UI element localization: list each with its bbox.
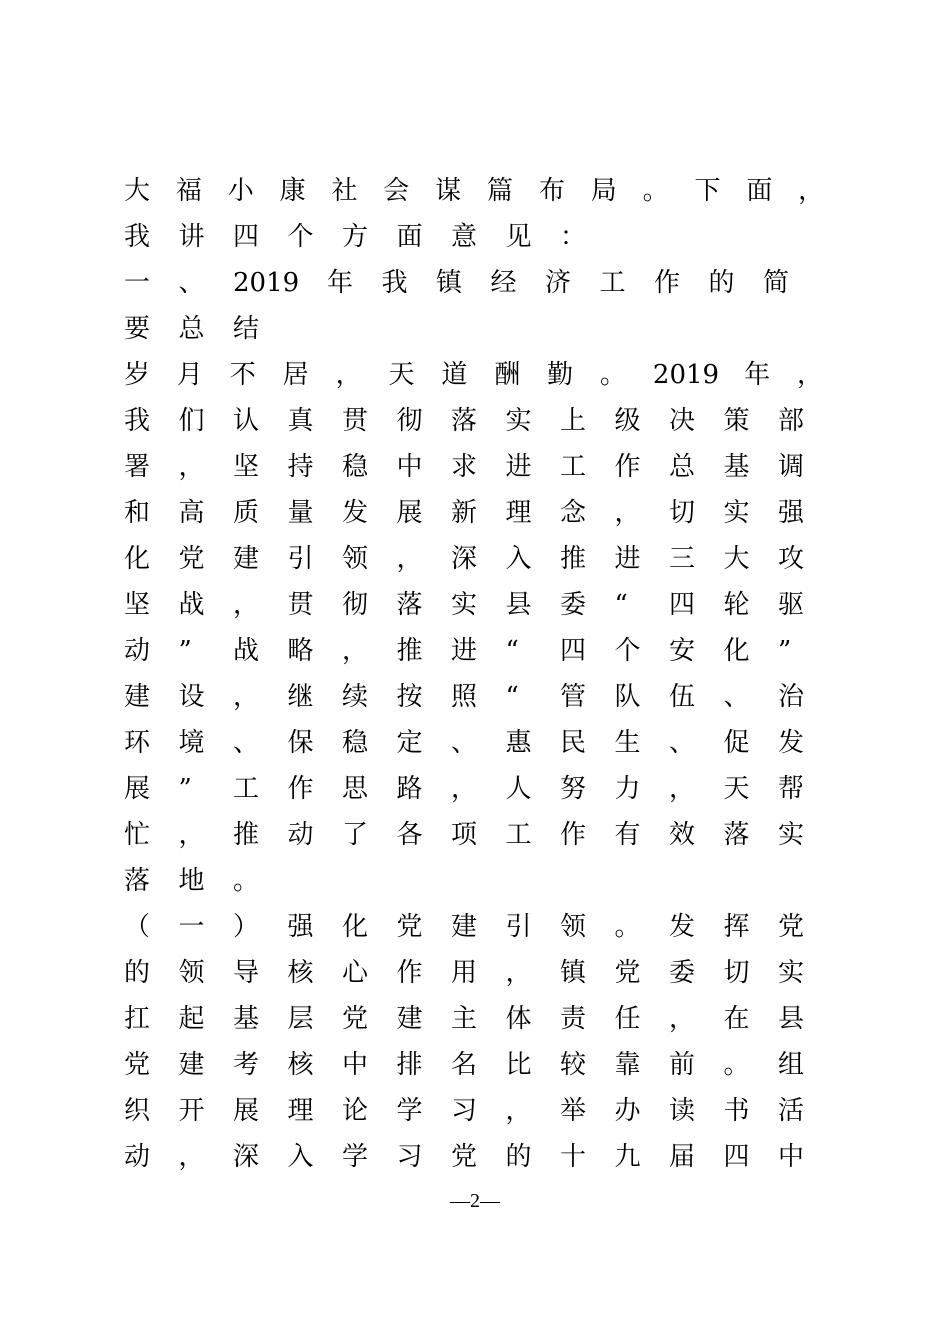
text-glyph: 我 bbox=[124, 222, 151, 252]
text-glyph: ， bbox=[505, 958, 532, 988]
text-glyph: 照 bbox=[451, 682, 478, 712]
text-glyph: 安 bbox=[669, 636, 696, 666]
text-glyph: 调 bbox=[778, 452, 805, 482]
text-line bbox=[124, 628, 850, 674]
text-glyph: 、 bbox=[233, 728, 260, 758]
text-glyph: ， bbox=[797, 360, 824, 390]
text-glyph: 结 bbox=[233, 314, 260, 344]
text-glyph: ， bbox=[342, 636, 369, 666]
text-glyph: 习 bbox=[396, 1142, 423, 1172]
text-glyph: 决 bbox=[669, 406, 696, 436]
text-glyph: 落 bbox=[451, 406, 478, 436]
text-glyph: 级 bbox=[614, 406, 641, 436]
text-glyph: ， bbox=[233, 590, 260, 620]
text-glyph: ， bbox=[178, 452, 205, 482]
text-glyph: 发 bbox=[778, 728, 805, 758]
text-glyph: 党 bbox=[778, 912, 805, 942]
text-glyph: 进 bbox=[451, 636, 478, 666]
text-glyph: 党 bbox=[124, 1050, 151, 1080]
text-glyph: ， bbox=[505, 1096, 532, 1126]
text-glyph: 进 bbox=[614, 544, 641, 574]
text-glyph: 贯 bbox=[342, 406, 369, 436]
text-line bbox=[124, 720, 850, 766]
text-glyph: ， bbox=[451, 774, 478, 804]
text-glyph: 贯 bbox=[287, 590, 314, 620]
text-glyph: 彻 bbox=[396, 406, 423, 436]
text-glyph: 路 bbox=[396, 774, 423, 804]
text-glyph: 2019 bbox=[652, 360, 720, 390]
text-glyph: 动 bbox=[287, 820, 314, 850]
text-glyph: 县 bbox=[778, 1004, 805, 1034]
text-glyph: 保 bbox=[287, 728, 314, 758]
text-glyph: 展 bbox=[396, 498, 423, 528]
text-glyph: 工 bbox=[505, 820, 532, 850]
text-glyph: 2019 bbox=[233, 268, 300, 298]
text-glyph: 中 bbox=[342, 1050, 369, 1080]
text-glyph: 习 bbox=[451, 1096, 478, 1126]
text-glyph: 会 bbox=[383, 176, 410, 206]
text-glyph: 四 bbox=[723, 1142, 750, 1172]
text-glyph: 、 bbox=[451, 728, 478, 758]
text-line bbox=[124, 398, 850, 444]
text-glyph: 推 bbox=[233, 820, 260, 850]
text-glyph: 化 bbox=[723, 636, 750, 666]
text-glyph: ， bbox=[669, 1004, 696, 1034]
text-glyph: 心 bbox=[342, 958, 369, 988]
text-glyph: 落 bbox=[396, 590, 423, 620]
text-glyph: 化 bbox=[124, 544, 151, 574]
text-line bbox=[124, 950, 850, 996]
text-glyph: 管 bbox=[560, 682, 587, 712]
text-glyph: 进 bbox=[505, 452, 532, 482]
text-glyph: “ bbox=[505, 636, 519, 666]
text-line bbox=[124, 168, 850, 214]
text-glyph: 月 bbox=[176, 360, 203, 390]
text-glyph: 。 bbox=[723, 1050, 750, 1080]
text-glyph: ” bbox=[178, 774, 192, 804]
text-glyph: 作 bbox=[287, 774, 314, 804]
text-glyph: 持 bbox=[287, 452, 314, 482]
text-glyph: 建 bbox=[178, 1050, 205, 1080]
text-glyph: 了 bbox=[342, 820, 369, 850]
text-glyph: 认 bbox=[233, 406, 260, 436]
text-glyph: 的 bbox=[708, 268, 735, 298]
text-glyph: 境 bbox=[178, 728, 205, 758]
text-glyph: 生 bbox=[614, 728, 641, 758]
text-glyph: 强 bbox=[778, 498, 805, 528]
text-glyph: 布 bbox=[538, 176, 565, 206]
text-glyph: 效 bbox=[669, 820, 696, 850]
text-glyph: 作 bbox=[614, 452, 641, 482]
text-glyph: 发 bbox=[342, 498, 369, 528]
text-glyph: 建 bbox=[124, 682, 151, 712]
text-glyph: 篇 bbox=[487, 176, 514, 206]
text-glyph: 战 bbox=[178, 590, 205, 620]
text-glyph: 委 bbox=[560, 590, 587, 620]
text-glyph: 中 bbox=[396, 452, 423, 482]
text-glyph: ， bbox=[178, 820, 205, 850]
text-glyph: 努 bbox=[560, 774, 587, 804]
text-glyph: 求 bbox=[451, 452, 478, 482]
text-glyph: 力 bbox=[614, 774, 641, 804]
text-glyph: 道 bbox=[441, 360, 468, 390]
text-glyph: 定 bbox=[396, 728, 423, 758]
text-glyph: 康 bbox=[279, 176, 306, 206]
text-glyph: 党 bbox=[178, 544, 205, 574]
text-glyph: 轮 bbox=[723, 590, 750, 620]
subsection-line bbox=[124, 904, 850, 950]
text-glyph: 。 bbox=[600, 360, 627, 390]
text-glyph: 年 bbox=[744, 360, 771, 390]
text-glyph: 惠 bbox=[505, 728, 532, 758]
text-glyph: 坚 bbox=[124, 590, 151, 620]
text-glyph: 建 bbox=[451, 912, 478, 942]
text-glyph: 环 bbox=[124, 728, 151, 758]
text-glyph: 略 bbox=[287, 636, 314, 666]
text-glyph: 展 bbox=[124, 774, 151, 804]
text-glyph: 见 bbox=[505, 222, 532, 252]
text-glyph: 总 bbox=[178, 314, 205, 344]
text-glyph: ， bbox=[614, 498, 641, 528]
text-glyph: 大 bbox=[723, 544, 750, 574]
text-glyph: 量 bbox=[287, 498, 314, 528]
text-glyph: ： bbox=[560, 222, 587, 252]
text-glyph: 质 bbox=[233, 498, 260, 528]
text-glyph: 理 bbox=[505, 498, 532, 528]
text-glyph: 发 bbox=[669, 912, 696, 942]
text-glyph: 学 bbox=[396, 1096, 423, 1126]
text-glyph: 落 bbox=[723, 820, 750, 850]
text-glyph: 酬 bbox=[494, 360, 521, 390]
text-glyph: 党 bbox=[396, 912, 423, 942]
text-glyph: 镇 bbox=[436, 268, 463, 298]
text-glyph: 比 bbox=[505, 1050, 532, 1080]
text-glyph: 靠 bbox=[614, 1050, 641, 1080]
text-glyph: 四 bbox=[233, 222, 260, 252]
text-glyph: 学 bbox=[342, 1142, 369, 1172]
text-glyph: 用 bbox=[451, 958, 478, 988]
text-glyph: 切 bbox=[669, 498, 696, 528]
text-line bbox=[124, 582, 850, 628]
text-line bbox=[124, 444, 850, 490]
text-glyph: 面 bbox=[746, 176, 773, 206]
text-glyph: 不 bbox=[229, 360, 256, 390]
text-glyph: 续 bbox=[342, 682, 369, 712]
text-glyph: 领 bbox=[178, 958, 205, 988]
text-glyph: 。 bbox=[642, 176, 669, 206]
text-glyph: 读 bbox=[669, 1096, 696, 1126]
text-glyph: 高 bbox=[178, 498, 205, 528]
text-glyph: 落 bbox=[124, 866, 151, 896]
text-glyph: 建 bbox=[233, 544, 260, 574]
text-line bbox=[124, 490, 850, 536]
text-glyph: 彻 bbox=[342, 590, 369, 620]
text-glyph: 一 bbox=[178, 912, 205, 942]
text-glyph: 伍 bbox=[669, 682, 696, 712]
text-glyph: 福 bbox=[175, 176, 202, 206]
text-glyph: 各 bbox=[396, 820, 423, 850]
text-glyph: 念 bbox=[560, 498, 587, 528]
text-glyph: 前 bbox=[669, 1050, 696, 1080]
text-glyph: “ bbox=[614, 590, 628, 620]
text-glyph: 主 bbox=[451, 1004, 478, 1034]
text-glyph: 署 bbox=[124, 452, 151, 482]
text-glyph: 攻 bbox=[778, 544, 805, 574]
text-line bbox=[124, 1042, 850, 1088]
text-glyph: 较 bbox=[560, 1050, 587, 1080]
text-glyph: 作 bbox=[560, 820, 587, 850]
text-glyph: 基 bbox=[233, 1004, 260, 1034]
text-glyph: 深 bbox=[451, 544, 478, 574]
text-glyph: 真 bbox=[287, 406, 314, 436]
text-glyph: 我 bbox=[124, 406, 151, 436]
text-glyph: 排 bbox=[396, 1050, 423, 1080]
text-glyph: 稳 bbox=[342, 452, 369, 482]
text-glyph: “ bbox=[505, 682, 519, 712]
text-line bbox=[124, 996, 850, 1042]
text-glyph: 岁 bbox=[124, 360, 151, 390]
text-glyph: 中 bbox=[778, 1142, 805, 1172]
section-heading-line bbox=[124, 260, 850, 306]
body-text bbox=[124, 168, 850, 1180]
text-glyph: 实 bbox=[778, 958, 805, 988]
text-glyph: 届 bbox=[669, 1142, 696, 1172]
text-glyph: 面 bbox=[396, 222, 423, 252]
text-glyph: 谋 bbox=[435, 176, 462, 206]
text-glyph: 下 bbox=[694, 176, 721, 206]
text-glyph: 民 bbox=[560, 728, 587, 758]
text-glyph: ， bbox=[178, 1142, 205, 1172]
text-glyph: 推 bbox=[396, 636, 423, 666]
text-glyph: 扛 bbox=[124, 1004, 151, 1034]
text-glyph: （ bbox=[124, 912, 151, 942]
text-glyph: 和 bbox=[124, 498, 151, 528]
text-glyph: 核 bbox=[287, 958, 314, 988]
text-glyph: ， bbox=[233, 682, 260, 712]
text-glyph: 核 bbox=[287, 1050, 314, 1080]
text-glyph: 党 bbox=[614, 958, 641, 988]
section-heading-line bbox=[124, 306, 850, 352]
text-glyph: ） bbox=[233, 912, 260, 942]
text-glyph: 社 bbox=[331, 176, 358, 206]
text-line bbox=[124, 1088, 850, 1134]
text-glyph: 、 bbox=[669, 728, 696, 758]
text-glyph: 入 bbox=[505, 544, 532, 574]
text-glyph: 开 bbox=[178, 1096, 205, 1126]
text-glyph: 策 bbox=[723, 406, 750, 436]
text-glyph: ， bbox=[335, 360, 362, 390]
text-glyph: 实 bbox=[723, 498, 750, 528]
page-number: —2— bbox=[450, 1190, 500, 1212]
text-glyph: 人 bbox=[505, 774, 532, 804]
text-glyph: 队 bbox=[614, 682, 641, 712]
text-glyph: 作 bbox=[396, 958, 423, 988]
text-line bbox=[124, 812, 850, 858]
text-glyph: ， bbox=[798, 176, 825, 206]
text-glyph: 强 bbox=[287, 912, 314, 942]
text-glyph: 办 bbox=[614, 1096, 641, 1126]
text-glyph: 工 bbox=[233, 774, 260, 804]
text-glyph: 引 bbox=[287, 544, 314, 574]
text-glyph: 按 bbox=[396, 682, 423, 712]
text-glyph: 忙 bbox=[124, 820, 151, 850]
text-glyph: 展 bbox=[233, 1096, 260, 1126]
text-glyph: 方 bbox=[342, 222, 369, 252]
text-glyph: 起 bbox=[178, 1004, 205, 1034]
text-glyph: 体 bbox=[505, 1004, 532, 1034]
text-glyph: 委 bbox=[669, 958, 696, 988]
text-glyph: 层 bbox=[287, 1004, 314, 1034]
text-glyph: 天 bbox=[723, 774, 750, 804]
text-glyph: 一 bbox=[124, 268, 151, 298]
text-glyph: 挥 bbox=[723, 912, 750, 942]
text-glyph: 书 bbox=[723, 1096, 750, 1126]
text-glyph: 局 bbox=[590, 176, 617, 206]
text-glyph: ” bbox=[778, 636, 792, 666]
text-line bbox=[124, 674, 850, 720]
text-glyph: 入 bbox=[287, 1142, 314, 1172]
text-glyph: ” bbox=[178, 636, 192, 666]
text-glyph: 思 bbox=[342, 774, 369, 804]
text-glyph: 部 bbox=[778, 406, 805, 436]
text-glyph: 新 bbox=[451, 498, 478, 528]
text-line bbox=[124, 858, 850, 904]
text-glyph: 责 bbox=[560, 1004, 587, 1034]
text-glyph: ， bbox=[669, 774, 696, 804]
text-glyph: 项 bbox=[451, 820, 478, 850]
text-glyph: 实 bbox=[451, 590, 478, 620]
text-glyph: 考 bbox=[233, 1050, 260, 1080]
text-glyph: 三 bbox=[669, 544, 696, 574]
text-glyph: 九 bbox=[614, 1142, 641, 1172]
text-glyph: 促 bbox=[723, 728, 750, 758]
text-glyph: 活 bbox=[778, 1096, 805, 1126]
text-glyph: 上 bbox=[560, 406, 587, 436]
text-glyph: 、 bbox=[178, 268, 205, 298]
text-line bbox=[124, 1134, 850, 1180]
text-glyph: 县 bbox=[505, 590, 532, 620]
text-glyph: 工 bbox=[560, 452, 587, 482]
text-glyph: 个 bbox=[287, 222, 314, 252]
text-glyph: 济 bbox=[545, 268, 572, 298]
text-glyph: 工 bbox=[599, 268, 626, 298]
text-line bbox=[124, 536, 850, 582]
text-glyph: 设 bbox=[178, 682, 205, 712]
text-glyph: 我 bbox=[381, 268, 408, 298]
text-glyph: 切 bbox=[723, 958, 750, 988]
text-glyph: 领 bbox=[342, 544, 369, 574]
text-glyph: 驱 bbox=[778, 590, 805, 620]
text-glyph: 四 bbox=[560, 636, 587, 666]
text-glyph: 天 bbox=[388, 360, 415, 390]
text-glyph: 在 bbox=[723, 1004, 750, 1034]
text-glyph: 党 bbox=[342, 1004, 369, 1034]
text-glyph: 理 bbox=[287, 1096, 314, 1126]
text-glyph: 建 bbox=[396, 1004, 423, 1034]
text-glyph: 大 bbox=[124, 176, 151, 206]
text-glyph: 经 bbox=[490, 268, 517, 298]
text-glyph: 实 bbox=[505, 406, 532, 436]
text-glyph: 动 bbox=[124, 636, 151, 666]
text-glyph: 。 bbox=[233, 866, 260, 896]
text-glyph: 的 bbox=[124, 958, 151, 988]
text-glyph: 动 bbox=[124, 1142, 151, 1172]
text-glyph: 镇 bbox=[560, 958, 587, 988]
text-glyph: 个 bbox=[614, 636, 641, 666]
text-glyph: 战 bbox=[233, 636, 260, 666]
text-glyph: 继 bbox=[287, 682, 314, 712]
text-glyph: 讲 bbox=[178, 222, 205, 252]
text-glyph: 名 bbox=[451, 1050, 478, 1080]
text-glyph: 们 bbox=[178, 406, 205, 436]
text-glyph: 化 bbox=[342, 912, 369, 942]
text-glyph: 治 bbox=[778, 682, 805, 712]
text-glyph: 有 bbox=[614, 820, 641, 850]
text-glyph: 。 bbox=[614, 912, 641, 942]
text-glyph: 简 bbox=[763, 268, 790, 298]
text-glyph: 推 bbox=[560, 544, 587, 574]
text-glyph: 意 bbox=[451, 222, 478, 252]
text-glyph: 帮 bbox=[778, 774, 805, 804]
text-glyph: 引 bbox=[505, 912, 532, 942]
text-glyph: 举 bbox=[560, 1096, 587, 1126]
text-glyph: 、 bbox=[723, 682, 750, 712]
text-glyph: 稳 bbox=[342, 728, 369, 758]
text-glyph: 党 bbox=[451, 1142, 478, 1172]
text-glyph: 年 bbox=[327, 268, 354, 298]
text-glyph: 十 bbox=[560, 1142, 587, 1172]
text-glyph: 织 bbox=[124, 1096, 151, 1126]
text-line bbox=[124, 214, 850, 260]
text-glyph: 的 bbox=[505, 1142, 532, 1172]
text-glyph: 领 bbox=[560, 912, 587, 942]
text-glyph: 论 bbox=[342, 1096, 369, 1126]
text-glyph: 四 bbox=[669, 590, 696, 620]
text-glyph: 地 bbox=[178, 866, 205, 896]
text-glyph: 小 bbox=[227, 176, 254, 206]
text-glyph: 基 bbox=[723, 452, 750, 482]
text-glyph: 任 bbox=[614, 1004, 641, 1034]
text-glyph: 作 bbox=[654, 268, 681, 298]
text-glyph: 总 bbox=[669, 452, 696, 482]
text-glyph: 深 bbox=[233, 1142, 260, 1172]
text-glyph: ， bbox=[396, 544, 423, 574]
text-line bbox=[124, 766, 850, 812]
text-line bbox=[124, 352, 850, 398]
text-glyph: 居 bbox=[282, 360, 309, 390]
text-glyph: 要 bbox=[124, 314, 151, 344]
text-glyph: 组 bbox=[778, 1050, 805, 1080]
text-glyph: 坚 bbox=[233, 452, 260, 482]
text-glyph: 实 bbox=[778, 820, 805, 850]
text-glyph: 勤 bbox=[547, 360, 574, 390]
text-glyph: 导 bbox=[233, 958, 260, 988]
